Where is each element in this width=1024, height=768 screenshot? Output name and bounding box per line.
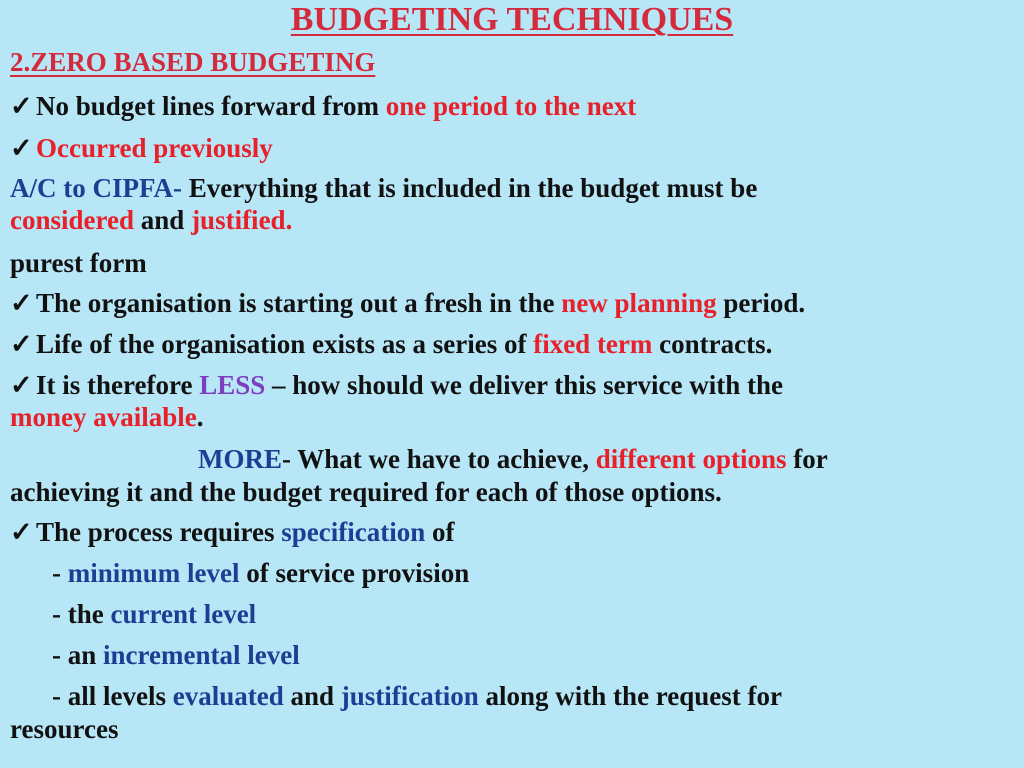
text-part: – how should we deliver this service with the <box>265 370 784 400</box>
text-part: and <box>283 681 341 711</box>
text-part: - an <box>52 640 104 670</box>
highlight-red: one period to the next <box>385 91 637 121</box>
subtitle: 2.ZERO BASED BUDGETING <box>10 47 376 77</box>
highlight-navy: incremental level <box>103 640 300 670</box>
text-part: contracts. <box>652 329 773 359</box>
highlight-red: justified. <box>191 205 293 235</box>
check-icon: ✓ <box>10 288 33 318</box>
check-icon: ✓ <box>10 133 33 163</box>
highlight-navy: MORE <box>198 444 282 474</box>
bullet-less-line2 <box>10 401 1016 433</box>
highlight-navy: minimum level <box>67 558 240 588</box>
sub-item-all-levels-line2 <box>10 713 1016 745</box>
bullet-starting-afresh <box>10 287 1016 319</box>
text-part: of service provision <box>239 558 470 588</box>
more-line2 <box>10 476 1016 508</box>
text-part: The process requires <box>36 517 282 547</box>
bullet-no-budget-lines <box>10 90 1016 122</box>
highlight-navy: specification <box>281 517 426 547</box>
text-part: - <box>52 558 68 588</box>
check-icon: ✓ <box>10 91 33 121</box>
bullet-process-requires <box>10 516 1016 548</box>
highlight-red: money available <box>10 402 197 432</box>
text-part: Everything that is included in the budget must be <box>181 173 758 203</box>
text-part: - What we have to achieve, <box>282 444 596 474</box>
highlight-red: considered <box>10 205 135 235</box>
highlight-red: new planning <box>561 288 717 318</box>
text-part: It is therefore <box>36 370 200 400</box>
bullet-less-line1 <box>10 369 1016 401</box>
text-part: Life of the organisation exists as a series of <box>36 329 534 359</box>
sub-item-all-levels-line1 <box>10 680 1024 712</box>
text-part: for <box>786 444 828 474</box>
text-part: of <box>425 517 455 547</box>
bullet-occurred-previously <box>10 132 1016 164</box>
check-icon: ✓ <box>10 517 33 547</box>
text-part: along with the request for <box>478 681 783 711</box>
text-part: achieving it and the budget required for each of those options. <box>10 477 722 507</box>
text-part: The organisation is starting out a fresh in the <box>36 288 562 318</box>
bullet-fixed-term <box>10 328 1016 360</box>
highlight-navy: A/C to CIPFA- <box>10 173 182 203</box>
text-part: . <box>196 402 204 432</box>
highlight-navy: justification <box>340 681 479 711</box>
text-part: and <box>134 205 192 235</box>
sub-item-current-level <box>10 598 1024 630</box>
highlight-navy: evaluated <box>172 681 284 711</box>
highlight-purple: LESS <box>199 370 266 400</box>
check-icon: ✓ <box>10 329 33 359</box>
slide-title: BUDGETING TECHNIQUES <box>290 1 734 38</box>
check-icon: ✓ <box>10 370 33 400</box>
cipfa-definition-line2 <box>10 204 1016 236</box>
highlight-red: different options <box>595 444 787 474</box>
sub-item-incremental-level <box>10 639 1024 671</box>
section-heading <box>10 46 1016 78</box>
text-part: period. <box>716 288 806 318</box>
text-part: - the <box>52 599 111 629</box>
text-part: resources <box>10 714 119 744</box>
cipfa-definition-line1 <box>10 172 1016 204</box>
highlight-red: Occurred previously <box>36 133 273 163</box>
more-line1 <box>10 443 1024 475</box>
sub-item-minimum-level <box>10 557 1024 589</box>
highlight-red: fixed term <box>533 329 653 359</box>
purest-form-line <box>10 247 1016 279</box>
highlight-navy: current level <box>110 599 257 629</box>
text-part: No budget lines forward from <box>36 91 386 121</box>
text-part: purest form <box>10 248 147 278</box>
text-part: - all levels <box>52 681 173 711</box>
